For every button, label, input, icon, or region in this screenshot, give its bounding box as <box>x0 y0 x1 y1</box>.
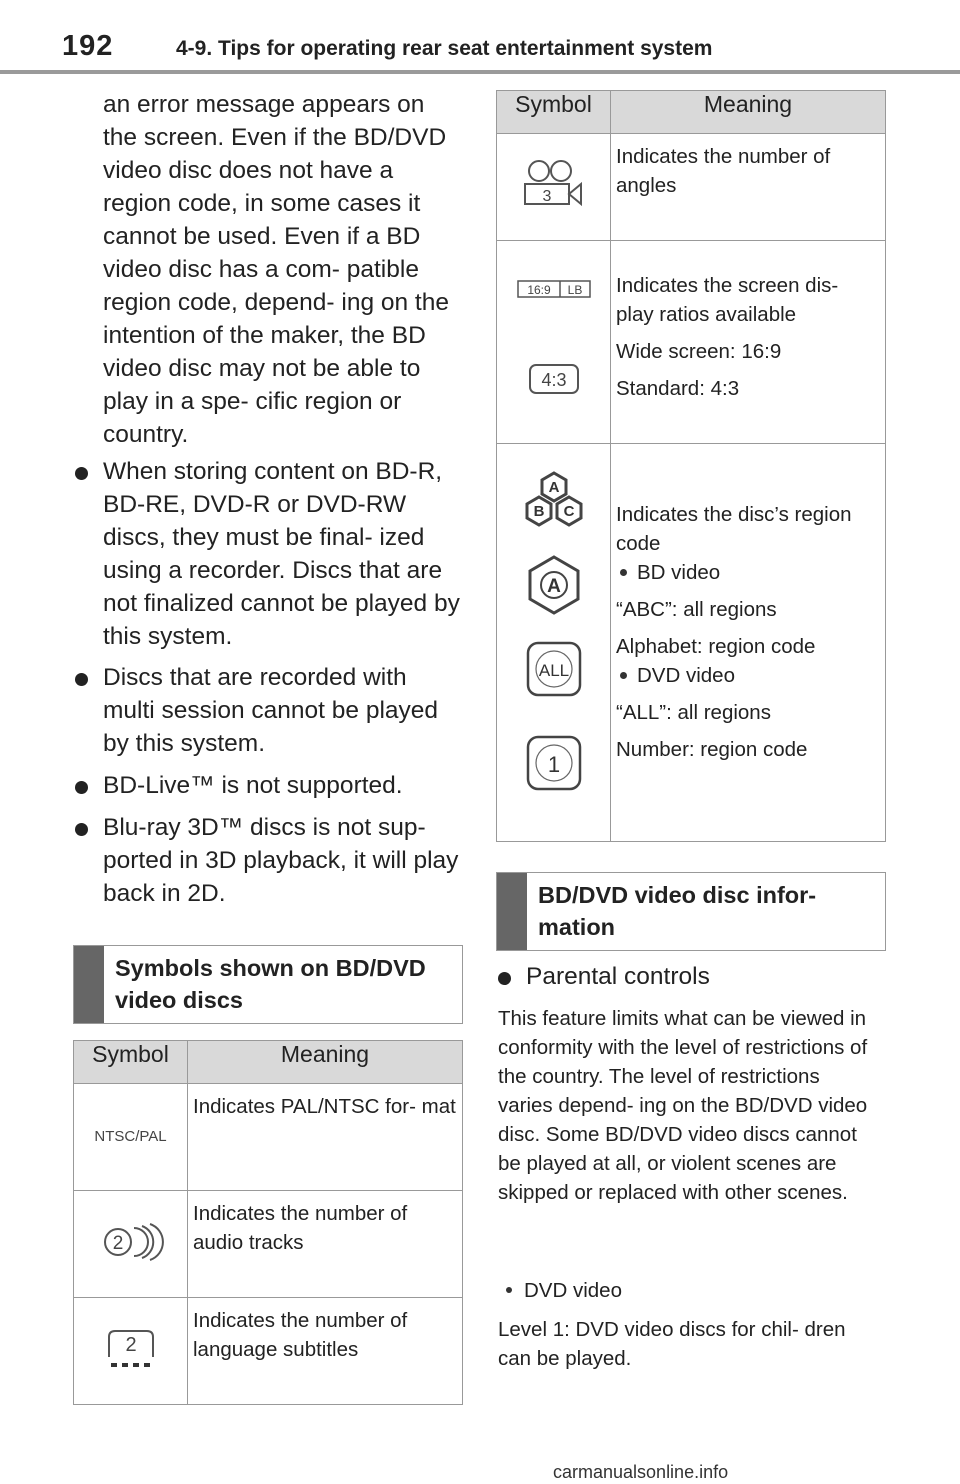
section-header-bar <box>497 873 527 950</box>
column-header-symbol: Symbol <box>74 1041 188 1084</box>
bullet-dot <box>75 467 88 480</box>
section-header-title: Symbols shown on BD/DVD video discs <box>115 955 426 1013</box>
meaning-line: “ALL”: all regions <box>616 701 771 724</box>
column-header-meaning: Meaning <box>188 1041 463 1084</box>
svg-text:2: 2 <box>112 1232 123 1254</box>
meaning-line: Indicates the screen dis- play ratios available <box>616 274 839 326</box>
audio-tracks-icon <box>74 1191 188 1298</box>
svg-text:LB: LB <box>567 282 582 297</box>
column-header-symbol: Symbol <box>497 91 611 134</box>
table-row <box>74 1084 463 1191</box>
svg-text:ALL: ALL <box>538 661 569 680</box>
svg-text:16:9: 16:9 <box>526 282 551 297</box>
meaning-line: Standard: 4:3 <box>616 377 740 400</box>
bullet-text: BD-Live™ is not supported. <box>103 772 403 799</box>
table-row <box>497 241 886 444</box>
section-header-disc-info <box>496 872 886 951</box>
subtitles-icon <box>74 1298 188 1405</box>
table-row <box>74 1298 463 1405</box>
section-header-title: BD/DVD video disc infor- mation <box>538 882 817 940</box>
meaning-line: Alphabet: region code <box>616 635 816 658</box>
svg-text:1: 1 <box>547 752 560 777</box>
bullet-dot <box>75 673 88 686</box>
meaning-cell: Indicates PAL/NTSC for- mat <box>188 1084 463 1191</box>
meaning-cell: Indicates the number of audio tracks <box>188 1191 463 1298</box>
svg-text:3: 3 <box>542 187 551 205</box>
meaning-cell <box>611 241 886 444</box>
sub-item-bd: BD video <box>616 558 880 587</box>
continued-paragraph: an error message appears on the screen. Even if the BD/DVD video disc does not have a region code, in some cases it cannot be used. Even if a BD video disc has a com- patible region code, depend- ing on the intention of the maker, the BD video disc may not be able to play in a spe- cific region or country. <box>103 91 449 448</box>
svg-text:A: A <box>546 576 561 597</box>
bullet-dot <box>75 823 88 836</box>
meaning-line: Indicates the number of angles <box>616 145 831 197</box>
footer-watermark: carmanualsonline.info <box>553 1462 729 1482</box>
symbols-table-left <box>73 1040 463 1405</box>
svg-text:4:3: 4:3 <box>540 369 567 390</box>
svg-text:A: A <box>548 479 559 496</box>
bullet-dot <box>498 972 511 985</box>
bullet-text: When storing content on BD-R, BD-RE, DVD-R or DVD-RW discs, they must be final- ized using a recorder. Discs that are not finalized cannot be played by this system. <box>103 458 460 650</box>
table-row <box>74 1191 463 1298</box>
section-heading: 4-9. Tips for operating rear seat entertainment system <box>176 37 713 60</box>
symbols-table-right <box>496 90 886 842</box>
meaning-cell <box>611 444 886 842</box>
meaning-line: Number: region code <box>616 738 808 761</box>
table-row <box>497 444 886 842</box>
bullet-text: Parental controls <box>526 963 710 990</box>
level-text: Level 1: DVD video discs for chil- dren can be played. <box>498 1318 846 1370</box>
parental-controls-paragraph: This feature limits what can be viewed in conformity with the level of restrictions of the country. The level of restrictions varies depend- ing on the BD/DVD video disc. Some BD/DVD video discs cannot be played at all, or violent scenes are skipped or replaced with other scenes. <box>498 1007 868 1204</box>
meaning-line: Indicates the disc’s region code <box>616 503 852 555</box>
svg-text:C: C <box>563 503 574 520</box>
sub-item-dvd: DVD video <box>616 661 880 690</box>
region-code-icon <box>497 444 611 842</box>
section-header-symbols <box>73 945 463 1024</box>
header-rule <box>0 70 960 74</box>
page-number: 192 <box>62 30 114 62</box>
column-header-meaning: Meaning <box>611 91 886 134</box>
meaning-cell: Indicates the number of language subtitles <box>188 1298 463 1405</box>
meaning-cell <box>611 134 886 241</box>
meaning-line: Wide screen: 16:9 <box>616 340 782 363</box>
table-row <box>497 134 886 241</box>
aspect-ratio-icon <box>497 241 611 444</box>
dot-item: DVD video <box>498 1276 878 1305</box>
bullet-text: Blu-ray 3D™ discs is not sup- ported in 3D playback, it will play back in 2D. <box>103 814 459 907</box>
svg-text:B: B <box>533 503 544 520</box>
angles-icon <box>497 134 611 241</box>
bullet-dot <box>75 781 88 794</box>
meaning-line: “ABC”: all regions <box>616 598 777 621</box>
ntsc-pal-icon: NTSC/PAL <box>74 1084 188 1191</box>
bullet-text: Discs that are recorded with multi session cannot be played by this system. <box>103 664 439 757</box>
svg-text:2: 2 <box>124 1333 137 1356</box>
section-header-bar <box>74 946 104 1023</box>
